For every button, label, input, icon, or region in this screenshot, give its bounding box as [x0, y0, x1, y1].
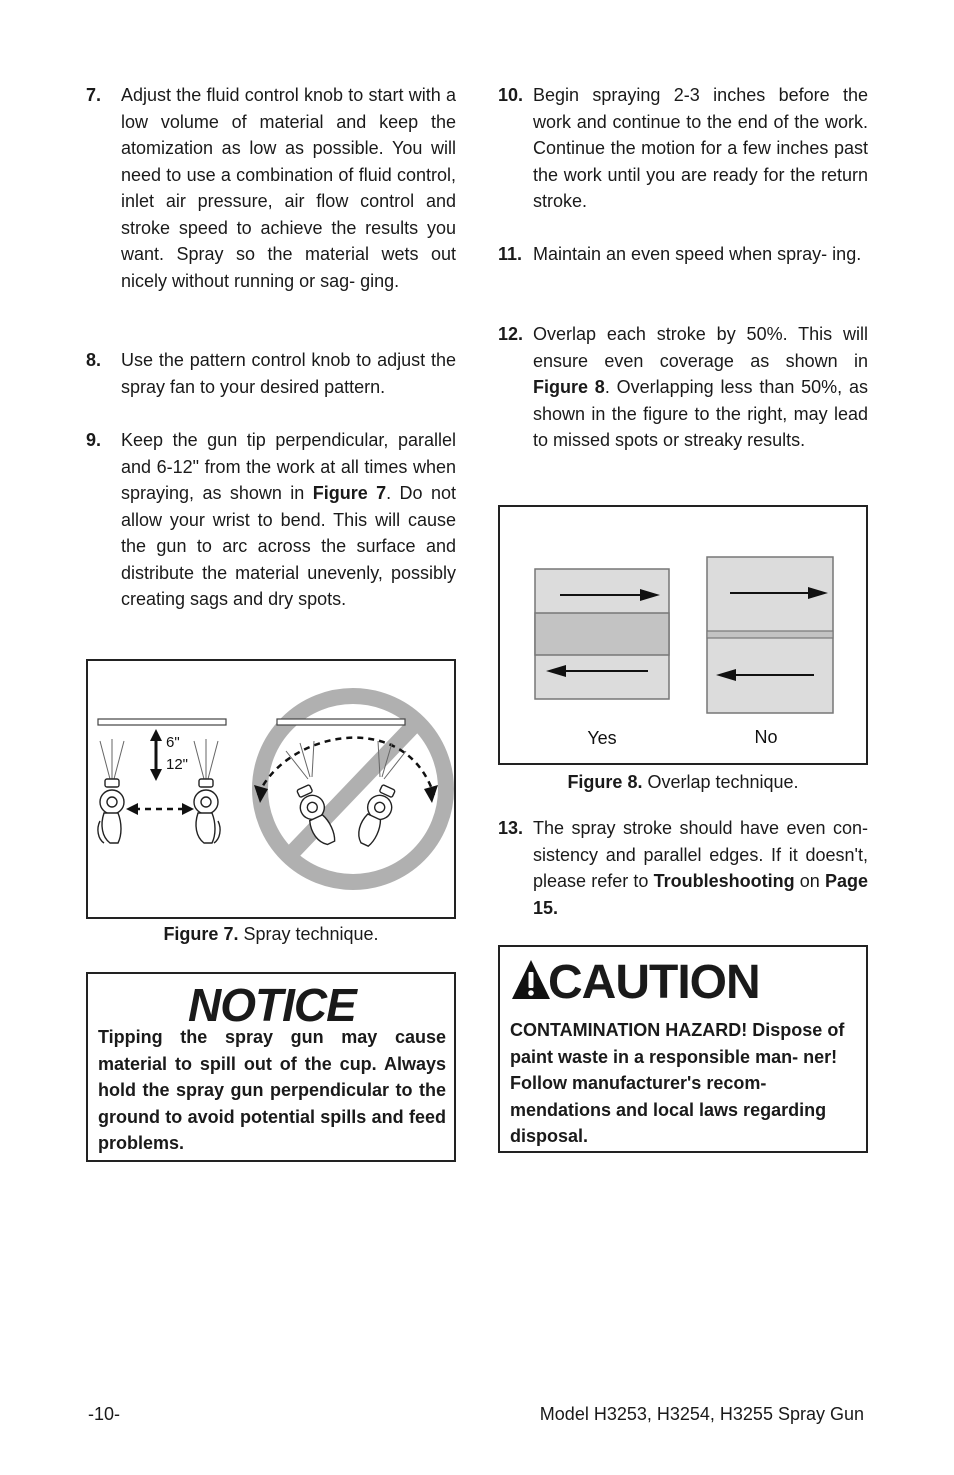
- caution-box: [498, 945, 868, 1153]
- step-text: Overlap each stroke by 50%. This will ensure even coverage as shown in Figure 8. Overlapping less than 50%, as shown in the figure to the right, may lead to missed spots or streaky results.: [533, 324, 868, 450]
- step-11: [498, 241, 868, 268]
- spray-technique-illustration: [88, 661, 454, 917]
- distance-12-label: 12": [166, 756, 189, 773]
- warning-triangle-icon: [511, 959, 551, 1001]
- overlap-no-diagram: [707, 557, 833, 713]
- figure-8: [498, 505, 868, 765]
- page-number: -10-: [88, 1404, 121, 1424]
- step-text: The spray stroke should have even con- sistency and parallel edges. If it doesn't, please refer to Troubleshooting on Page 15.: [533, 818, 868, 918]
- step-number: 12.: [498, 324, 524, 344]
- figure-7-caption: Figure 7. Spray technique.: [163, 924, 379, 944]
- notice-text: Tipping the spray gun may cause material to spill out of the cup. Always hold the spray gun perpendicular to the ground to avoid potential spills and feed problems.: [98, 1027, 446, 1153]
- step-text: Maintain an even speed when spray- ing.: [533, 244, 862, 264]
- step-number: 10.: [498, 85, 524, 105]
- step-text: Begin spraying 2-3 inches before the work and continue to the end of the work. Continue the motion for a few inches past the work until you are ready for the return stroke.: [533, 85, 868, 211]
- no-label: No: [754, 727, 778, 747]
- step-12: [498, 321, 868, 454]
- caution-text: CONTAMINATION HAZARD! Dispose of paint waste in a responsible man- ner! Follow manufacturer's recom- mendations and local laws regarding disposal.: [510, 1020, 845, 1146]
- step-number: 7.: [86, 85, 102, 105]
- model-footer: Model H3253, H3254, H3255 Spray Gun: [539, 1404, 864, 1424]
- figure-7: [86, 659, 456, 919]
- step-10: [498, 82, 868, 215]
- step-text: Keep the gun tip perpendicular, parallel and 6-12" from the work at all times when spraying, as shown in Figure 7. Do not allow your wrist to bend. This will cause the gun to arc across the surface and distribute the material unevenly, possibly creating sags and dry spots.: [121, 430, 456, 609]
- step-number: 8.: [86, 350, 102, 370]
- figure-8-caption: Figure 8. Overlap technique.: [567, 772, 799, 792]
- overlap-technique-illustration: [500, 507, 866, 763]
- notice-box: [86, 972, 456, 1162]
- yes-label: Yes: [587, 728, 617, 748]
- step-number: 13.: [498, 818, 524, 838]
- step-8: [86, 347, 456, 400]
- spray-gun-icon: [98, 779, 124, 843]
- step-number: 11.: [498, 244, 523, 264]
- step-13: [498, 815, 868, 921]
- step-text: Use the pattern control knob to adjust the spray fan to your desired pattern.: [121, 350, 456, 397]
- overlap-yes-diagram: [535, 569, 669, 699]
- distance-6-label: 6": [166, 734, 180, 751]
- step-number: 9.: [86, 430, 102, 450]
- spray-gun-icon: [194, 779, 220, 843]
- step-9: [86, 427, 456, 613]
- step-text: Adjust the fluid control knob to start with a low volume of material and keep the atomization as low as possible. You will need to use a combination of fluid control, inlet air pressure, air flow control and stroke speed to achieve the results you want. Spray so the material wets out nicely without running or sag- ging.: [121, 85, 456, 291]
- caution-title: CAUTION: [548, 956, 760, 1009]
- notice-title: NOTICE: [188, 979, 356, 1031]
- step-7: [86, 82, 456, 294]
